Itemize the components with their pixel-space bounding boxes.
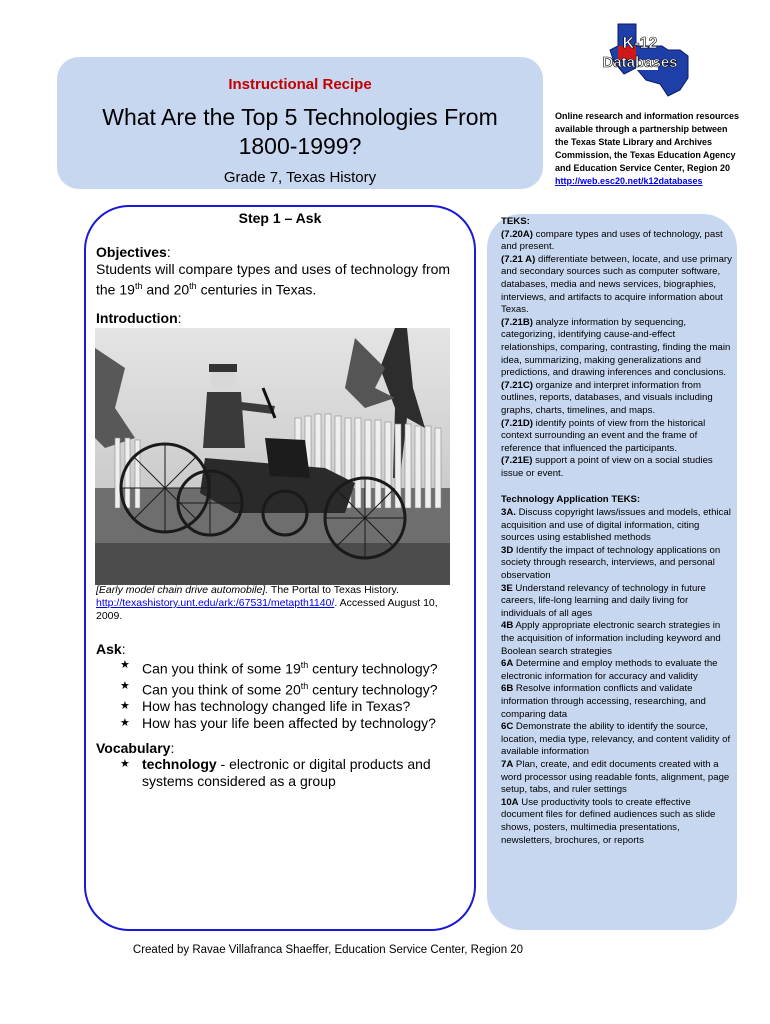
objectives-line: Students will compare types and uses of technology from — [96, 261, 451, 277]
standard-text: Plan, create, and edit documents created with a word processor using readable fonts, alignment, page setup, tabs, and ruler settings — [501, 758, 730, 796]
objectives-heading: Objectives: — [96, 244, 171, 260]
introduction-heading-text: Introduction — [96, 310, 178, 326]
standard-code: (7.21C) — [501, 379, 533, 391]
caption-link[interactable]: http://texashistory.unt.edu/ark:/67531/metapth1140/ — [96, 597, 335, 609]
caption-accessed: . Accessed August — [334, 597, 421, 609]
caption-date: 10, 2009. — [96, 597, 438, 622]
standard-item — [501, 583, 733, 621]
standard-item — [501, 683, 733, 721]
objectives-part: and 20 — [142, 281, 190, 298]
standard-text: Identify the impact of technology applications on society through research, interviews, and personal observation — [501, 544, 721, 582]
partner-note — [555, 110, 765, 188]
standard-text: analyze information by sequencing, categorizing, identifying cause-and-effect relationships, comparing, contrasting, finding the main idea, summarizing, making generalizations and predictions, and drawing inferences and conclusions. — [501, 316, 731, 379]
standard-item — [501, 229, 733, 254]
partner-line: available through a partnership between — [555, 124, 728, 134]
title-line-2: 1800-1999? — [238, 133, 362, 159]
objectives-part: centuries in Texas. — [196, 281, 317, 298]
page-subtitle: Grade 7, Texas History — [223, 169, 377, 186]
standard-text: organize and interpret information from outlines, reports, databases, and visuals including graphs, charts, timelines, and maps. — [501, 379, 713, 416]
ask-question — [118, 678, 437, 699]
caption-title: [Early model chain drive automobile]. — [96, 584, 269, 596]
standard-item — [501, 455, 733, 480]
standard-code: 4B — [501, 620, 514, 632]
partner-line: the Texas State Library and Archives — [555, 137, 713, 147]
vocabulary-heading: Vocabulary: — [96, 740, 175, 756]
vocabulary-definition: systems considered as a group — [142, 773, 336, 789]
vocabulary-item — [118, 756, 431, 790]
title-line-1: What Are the Top 5 Technologies From — [102, 104, 498, 130]
standard-item — [501, 254, 733, 317]
caption-source: The Portal to Texas History. — [268, 584, 399, 596]
standard-item — [501, 721, 733, 759]
standard-text: Use productivity tools to create effective document files for defined audiences such as slide shows, posters, multimedia presentations, newsletters, brochures, or reports — [501, 796, 716, 846]
photo-caption — [96, 584, 456, 623]
teks-list — [501, 229, 733, 481]
teks-column — [501, 216, 733, 847]
objectives-heading-text: Objectives — [96, 244, 167, 260]
superscript: th — [189, 281, 197, 291]
vocabulary-term: technology — [142, 756, 217, 772]
standard-code: 3E — [501, 582, 513, 594]
standard-item — [501, 759, 733, 797]
objectives-part: the 19 — [96, 281, 135, 298]
standard-code: (7.21D) — [501, 417, 533, 429]
standard-code: 3D — [501, 544, 514, 556]
tech-teks-heading: Technology Application TEKS: — [501, 494, 641, 506]
standard-item — [501, 317, 733, 380]
ask-question — [118, 657, 437, 678]
question-text: Can you think of some 20 — [142, 681, 301, 698]
standard-text: compare types and uses of technology, past and present. — [501, 228, 723, 253]
logo-k12-text: K-12 — [622, 35, 658, 52]
standard-code: 3A. — [501, 507, 516, 519]
standard-text: Apply appropriate electronic search strategies in the acquisition of information including keyword and Boolean search strategies — [501, 620, 721, 657]
standard-text: differentiate between, locate, and use primary and secondary sources such as computer software, databases, media and news services, biographies, interviews, and artifacts to acquire information about Texas. — [501, 253, 732, 316]
standard-code: (7.21E) — [501, 455, 533, 467]
question-text: century technology? — [308, 660, 438, 677]
standard-text: Demonstrate the ability to identify the source, location, media type, relevancy, and content validity of available information — [501, 721, 731, 758]
header-panel — [57, 57, 543, 189]
question-text: century technology? — [308, 681, 438, 698]
partner-line: and Education Service Center, Region 20 — [555, 163, 731, 173]
objectives-text — [96, 261, 450, 299]
step-heading: Step 1 – Ask — [238, 210, 322, 226]
standard-item — [501, 507, 733, 545]
partner-line: Online research and information resources — [555, 111, 740, 121]
standard-code: 7A — [501, 758, 514, 770]
ask-heading: Ask: — [96, 641, 126, 657]
standard-text: Determine and employ methods to evaluate the electronic information for accuracy and validity — [501, 658, 718, 682]
historical-automobile-photo — [95, 328, 450, 585]
standard-item — [501, 380, 733, 418]
page-title — [57, 103, 543, 161]
objectives-line — [96, 278, 450, 299]
standard-item — [501, 620, 733, 658]
superscript: th — [134, 281, 143, 291]
ask-question-list — [118, 657, 437, 732]
standard-text: Understand relevancy of technology in future careers, life-long learning and daily living for individuals of all ages — [501, 582, 706, 619]
footer-credit: Created by Ravae Villafranca Shaeffer, Education Service Center, Region 20 — [132, 944, 524, 956]
standard-text: identify points of view from the historical context surrounding an event and the frame of reference that influenced the participants. — [501, 417, 706, 454]
k12-databases-logo — [588, 20, 692, 100]
ask-question: ★ How has your life been affected by technology? — [118, 715, 437, 732]
superscript: th — [300, 680, 309, 691]
standard-code: (7.20A) — [501, 228, 533, 240]
vocabulary-list — [118, 756, 431, 790]
partner-line: Commission, the Texas Education Agency — [555, 150, 736, 160]
ask-question: ★ How has technology changed life in Texas? — [118, 698, 437, 715]
instructional-recipe-label: Instructional Recipe — [228, 76, 372, 93]
introduction-heading: Introduction: — [96, 310, 182, 326]
standard-text: Resolve information conflicts and validate information through accessing, researching, and comparing data — [501, 683, 706, 720]
standard-item — [501, 418, 733, 456]
vocabulary-definition: - electronic or digital products and — [216, 756, 431, 772]
standard-code: (7.21 A) — [501, 253, 536, 265]
standard-code: 6B — [501, 683, 514, 695]
standard-code: (7.21B) — [501, 316, 533, 328]
logo-databases-text: Databases — [602, 54, 678, 71]
teks-heading: TEKS: — [501, 216, 530, 227]
standard-code: 6C — [501, 721, 514, 733]
question-text: Can you think of some 19 — [142, 660, 301, 677]
standard-item — [501, 545, 733, 583]
ask-heading-text: Ask — [96, 641, 122, 657]
standard-code: 6A — [501, 658, 514, 670]
k12-databases-link[interactable]: http://web.esc20.net/k12databases — [555, 176, 703, 186]
tech-teks-list — [501, 507, 733, 847]
standard-code: 10A — [501, 796, 519, 808]
standard-item — [501, 658, 733, 683]
standard-text: Discuss copyright laws/issues and models, ethical acquisition and use of digital information, citing sources using established methods — [501, 507, 731, 544]
superscript: th — [300, 660, 309, 670]
standard-text: support a point of view on a social studies issue or event. — [501, 455, 713, 479]
standard-item — [501, 797, 733, 847]
vocabulary-heading-text: Vocabulary — [96, 740, 171, 756]
